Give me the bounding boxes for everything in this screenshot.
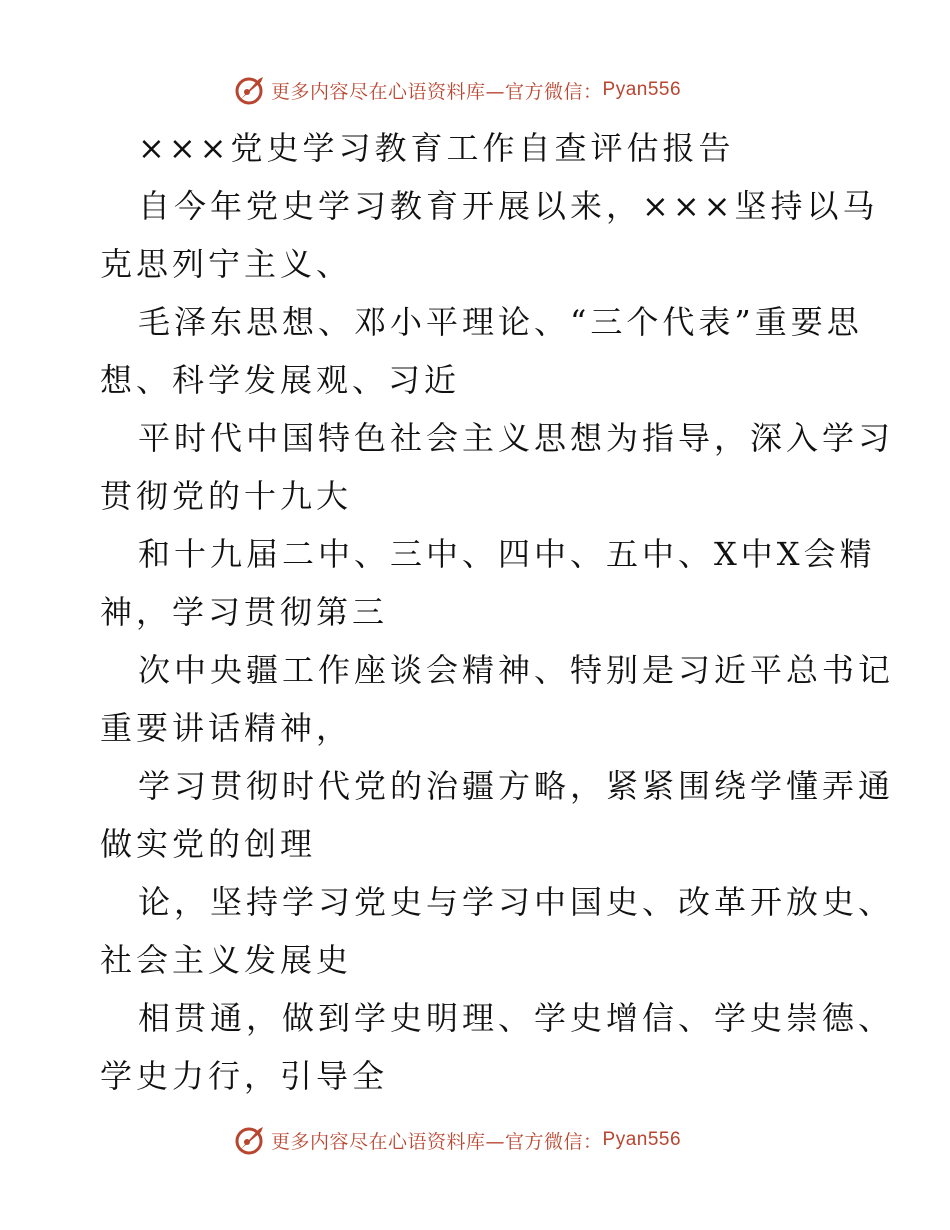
document-title: ×××党史学习教育工作自查评估报告: [138, 129, 735, 167]
paragraph-line: 和十九届二中、三中、四中、五中、X中X会精: [138, 535, 876, 573]
watermark-text: 更多内容尽在心语资料库—官方微信：: [271, 1130, 603, 1153]
watermark-handle: Pyan556: [602, 1129, 682, 1150]
watermark-footer: [233, 1122, 681, 1158]
quill-logo-icon: [233, 1123, 267, 1157]
paragraph-line: 贯彻党的十九大: [100, 477, 353, 515]
paragraph-line: 次中央疆工作座谈会精神、特别是习近平总书记: [138, 651, 895, 689]
paragraph-line: 毛泽东思想、邓小平理论、“三个代表”重要思: [138, 303, 863, 341]
paragraph-line: 神，学习贯彻第三: [100, 593, 389, 631]
quill-logo-icon: [233, 73, 267, 107]
paragraph-line: 做实党的创理: [100, 825, 317, 863]
paragraph-line: 学史力行，引导全: [100, 1057, 389, 1095]
paragraph-line: 社会主义发展史: [100, 941, 353, 979]
paragraph-line: 重要讲话精神，: [100, 709, 353, 747]
watermark-text: 更多内容尽在心语资料库—官方微信：: [271, 80, 603, 103]
paragraph-line: 自今年党史学习教育开展以来，×××坚持以马: [138, 187, 879, 225]
watermark-header: [233, 72, 681, 108]
paragraph-line: 论，坚持学习党史与学习中国史、改革开放史、: [138, 883, 895, 921]
paragraph-line: 克思列宁主义、: [100, 245, 353, 283]
watermark-handle: Pyan556: [602, 79, 682, 100]
paragraph-line: 相贯通，做到学史明理、学史增信、学史崇德、: [138, 999, 895, 1037]
paragraph-line: 想、科学发展观、习近: [100, 361, 461, 399]
paragraph-line: 平时代中国特色社会主义思想为指导，深入学习: [138, 419, 895, 457]
paragraph-line: 学习贯彻时代党的治疆方略，紧紧围绕学懂弄通: [138, 767, 895, 805]
